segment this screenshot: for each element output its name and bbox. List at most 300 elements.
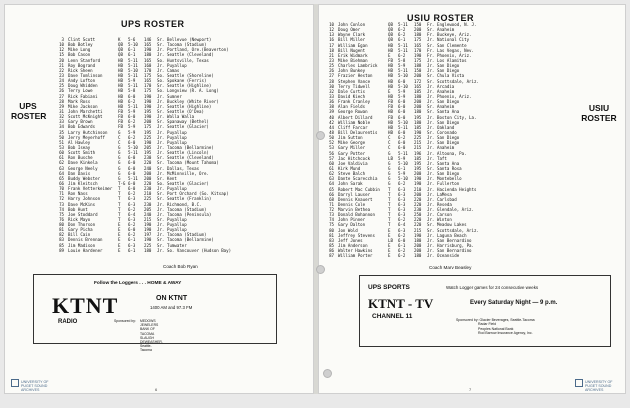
roster-cell: 185 xyxy=(414,88,422,94)
roster-cell: 5-10 xyxy=(398,176,408,182)
archive-footer: UNIVERSITY OF PUGET SOUND ARCHIVES xyxy=(21,380,49,392)
roster-cell: Las Vegas, Nev. xyxy=(437,47,474,53)
roster-cell: G xyxy=(118,160,121,166)
roster-cell: 85 xyxy=(329,243,334,249)
roster-cell: 6-3 xyxy=(398,191,406,197)
roster-cell: 10 xyxy=(329,22,334,27)
roster-cell: Bill Cain xyxy=(68,232,91,238)
roster-cell: 73 xyxy=(59,201,64,207)
roster-cell: HB xyxy=(388,78,393,84)
roster-cell: 12 xyxy=(329,27,334,33)
roster-cell: 190 xyxy=(414,232,422,238)
roster-cell: Sr. xyxy=(157,237,165,243)
roster-cell: 87 xyxy=(329,253,334,259)
roster-cell: 6-0 xyxy=(128,114,136,120)
roster-cell: 215 xyxy=(414,140,422,146)
roster-cell: 75 xyxy=(329,222,334,228)
roster-cell: Bellevue (Newport) xyxy=(167,37,212,42)
roster-cell: 146 xyxy=(144,37,152,42)
sponsor-list xyxy=(140,319,163,353)
roster-cell: 65 xyxy=(59,175,64,181)
roster-cell: 50 xyxy=(329,135,334,141)
roster-cell: Jr. xyxy=(157,186,165,192)
roster-cell: HB xyxy=(388,68,393,74)
roster-cell: 175 xyxy=(144,88,152,94)
roster-cell: T xyxy=(388,217,391,223)
roster-cell: Anaheim xyxy=(437,145,455,151)
roster-cell: 13 xyxy=(329,32,334,38)
roster-cell: Jr. xyxy=(427,253,435,259)
roster-cell: 6-2 xyxy=(128,232,136,238)
roster-cell: Gary Picha xyxy=(68,227,93,233)
roster-cell: 230 xyxy=(144,201,152,207)
roster-cell: 15 xyxy=(59,52,64,58)
roster-cell: 33 xyxy=(329,93,334,99)
roster-cell: Anaheim xyxy=(437,104,455,110)
roster-cell: 165 xyxy=(144,57,152,63)
roster-cell: 40 xyxy=(329,114,334,120)
roster-cell: Sr. xyxy=(427,129,435,135)
roster-cell: HB xyxy=(388,42,393,48)
roster-cell: Harry Johnson xyxy=(68,196,101,202)
roster-cell: Seattle (Lincoln) xyxy=(167,150,209,156)
roster-cell: Sr. xyxy=(427,73,435,79)
roster-cell: Gary Miller xyxy=(338,145,366,151)
sponsor: SLAUGH DEWEASHER, Seattle-Tacoma xyxy=(140,335,163,353)
roster-cell: HB xyxy=(388,119,393,125)
roster-cell: Puyallup xyxy=(167,62,187,68)
roster-cell: 165 xyxy=(144,78,152,84)
roster-cell: 196 xyxy=(414,150,422,156)
roster-cell: So. Vancouver (Hudson Bay) xyxy=(167,247,231,253)
left-page xyxy=(4,4,314,394)
roster-cell: 71 xyxy=(59,191,64,197)
side-label-line: ROSTER xyxy=(11,111,47,121)
roster-cell: 240 xyxy=(144,211,152,217)
roster-cell: Seattle (Highline) xyxy=(167,103,212,109)
roster-cell: Seattle (Cleveland) xyxy=(167,52,214,58)
roster-cell: T xyxy=(118,206,121,212)
roster-cell: 6-1 xyxy=(398,165,406,171)
roster-cell: 172 xyxy=(414,78,422,84)
roster-cell: 215 xyxy=(414,227,422,233)
roster-cell: Fr. xyxy=(427,32,435,38)
roster-cell: 240 xyxy=(144,165,152,171)
usiu-coach: Coach Marv Beasley xyxy=(429,265,472,270)
channel-label: CHANNEL 11 xyxy=(372,313,413,320)
roster-cell: Santa Rosa xyxy=(437,165,462,171)
roster-cell: 5-8 xyxy=(128,88,136,94)
roster-cell: T xyxy=(118,201,121,207)
roster-cell: 26 xyxy=(59,88,64,94)
roster-cell: Sr. xyxy=(157,165,165,171)
roster-cell: Montebello xyxy=(437,176,462,182)
roster-cell: Jr. xyxy=(427,114,435,120)
roster-cell: 5-11 xyxy=(398,42,408,48)
roster-cell: 200 xyxy=(414,171,422,177)
roster-cell: 200 xyxy=(414,191,422,197)
roster-cell: G xyxy=(118,155,121,161)
roster-cell: Jr. xyxy=(157,52,165,58)
roster-cell: HB xyxy=(118,93,123,99)
roster-cell: Jr. xyxy=(427,160,435,166)
roster-cell: Anaheim xyxy=(437,27,455,33)
roster-cell: HB xyxy=(118,98,123,104)
roster-cell: 6-0 xyxy=(398,109,406,115)
roster-cell: QB xyxy=(388,32,393,38)
roster-cell: Bob Cason xyxy=(68,52,91,58)
roster-cell: Los Alamitos xyxy=(437,57,467,63)
ups-sports-label: UPS SPORTS xyxy=(368,284,410,291)
archive-footer: UNIVERSITY OF PUGET SOUND ARCHIVES xyxy=(585,380,613,392)
roster-cell: E xyxy=(118,222,121,228)
roster-cell: Santa Ana xyxy=(437,160,460,166)
roster-cell: Frank Vetterkeimer xyxy=(68,186,113,192)
roster-cell: Boston City, La. xyxy=(437,114,477,120)
roster-cell: Joe Valdivia xyxy=(338,160,368,166)
roster-cell: T xyxy=(118,191,121,197)
roster-cell: E xyxy=(388,227,391,233)
roster-cell: HB xyxy=(388,93,393,99)
roster-cell: Dennis Cole xyxy=(338,201,366,207)
sponsor: MEDOWS JEWELERS xyxy=(140,319,159,328)
roster-cell: Fr. xyxy=(427,52,435,58)
roster-cell: 5-9 xyxy=(398,155,406,161)
roster-cell: Marvin Bethea xyxy=(338,207,371,213)
roster-cell: Jr. xyxy=(157,93,165,99)
roster-cell: 160 xyxy=(144,62,152,68)
roster-cell: 190 xyxy=(144,98,152,104)
roster-cell: 190 xyxy=(144,103,152,109)
roster-cell: 3 xyxy=(61,37,64,42)
roster-cell: 6-3 xyxy=(128,216,136,222)
roster-cell: Santa Ana xyxy=(437,109,460,115)
roster-cell: 6-2 xyxy=(128,119,136,125)
roster-cell: 6-3 xyxy=(128,201,136,207)
roster-cell: Taft xyxy=(437,155,447,161)
roster-cell: Bob Botley xyxy=(68,42,93,48)
ktnt-logo: KTNT xyxy=(52,293,119,318)
roster-cell: David Kiech xyxy=(338,93,366,99)
roster-cell: Jr. xyxy=(427,140,435,146)
roster-cell: 64 xyxy=(59,170,64,176)
roster-cell: 83 xyxy=(59,237,64,243)
roster-cell: 10 xyxy=(59,42,64,48)
roster-cell: 205 xyxy=(144,206,152,212)
roster-cell: 25 xyxy=(59,83,64,89)
roster-cell: 5-11 xyxy=(398,124,408,130)
roster-cell: San Diego xyxy=(437,135,460,141)
roster-cell: C xyxy=(118,134,121,140)
roster-cell: FB xyxy=(118,108,123,114)
roster-cell: 5-11 xyxy=(398,68,408,74)
roster-cell: John Bunkey xyxy=(338,68,366,74)
roster-cell: 65 xyxy=(329,186,334,192)
roster-cell: 5-9 xyxy=(128,129,136,135)
roster-cell: 74 xyxy=(329,217,334,223)
roster-cell: 27 xyxy=(59,93,64,99)
roster-cell: 5-11 xyxy=(128,150,138,156)
roster-cell: McMinnville, Ore. xyxy=(167,170,209,176)
roster-cell: Jr. xyxy=(427,243,435,249)
roster-cell: 5-10 xyxy=(398,119,408,125)
roster-cell: Mike Biehman xyxy=(338,57,368,63)
roster-cell: 12 xyxy=(59,47,64,53)
roster-cell: Sr. xyxy=(157,119,165,125)
roster-cell: QB xyxy=(118,52,123,58)
roster-cell: 17 xyxy=(329,42,334,48)
roster-cell: Jr. xyxy=(157,150,165,156)
roster-cell: Jeff Jones xyxy=(338,237,363,243)
roster-row xyxy=(325,253,501,258)
ups-roster-title: UPS ROSTER xyxy=(121,19,185,29)
roster-cell: Steve Balch xyxy=(338,171,366,177)
roster-cell: Jr. xyxy=(157,201,165,207)
roster-cell: 57 xyxy=(329,155,334,161)
roster-cell: QB xyxy=(118,42,123,48)
tv-schedule: Every Saturday Night — 9 p.m. xyxy=(470,300,558,306)
roster-cell: 20 xyxy=(59,57,64,63)
ups-roster-table xyxy=(55,37,231,253)
roster-cell: FB xyxy=(118,119,123,125)
roster-cell: E xyxy=(118,227,121,233)
roster-cell: Mike Jackson xyxy=(68,103,98,109)
roster-cell: Jr. xyxy=(427,176,435,182)
roster-cell: 6-0 xyxy=(128,186,136,192)
roster-cell: Rick Mayo xyxy=(68,216,91,222)
roster-cell: 25 xyxy=(329,63,334,69)
roster-cell: 225 xyxy=(144,134,152,140)
sponsor: Radar Field xyxy=(478,322,497,327)
roster-cell: 6-0 xyxy=(398,104,406,110)
roster-cell: FB xyxy=(388,104,393,110)
roster-cell: Glendale, Ariz. xyxy=(437,207,474,213)
roster-cell: E xyxy=(118,237,121,243)
roster-cell: Jim Anderson xyxy=(338,243,368,249)
roster-cell: 5-10 xyxy=(398,83,408,89)
roster-cell: Jr. xyxy=(427,145,435,151)
roster-cell: Albert Dillard xyxy=(338,114,373,120)
roster-cell: Harrisburg, Pa. xyxy=(437,243,474,249)
sponsor-lead: Sponsored by: xyxy=(114,319,136,323)
roster-cell: San Diego xyxy=(437,68,460,74)
roster-cell: 150 xyxy=(414,22,422,27)
roster-cell: 190 xyxy=(144,47,152,53)
roster-cell: Jr. xyxy=(427,63,435,69)
follow-line: Follow the Loggers . . . HOME & AWAY xyxy=(94,281,182,286)
roster-cell: Tacoma (Mount Tahoma) xyxy=(167,160,219,166)
roster-cell: T xyxy=(118,211,121,217)
roster-cell: Jim Sutton xyxy=(338,135,363,141)
roster-cell: 170 xyxy=(144,67,152,73)
roster-cell: 180 xyxy=(414,32,422,38)
punch-hole xyxy=(316,265,325,274)
roster-cell: 6-0 xyxy=(128,170,136,176)
roster-cell: Richmond, B.C. xyxy=(167,201,202,207)
roster-cell: 5-9 xyxy=(398,63,406,69)
roster-cell: 6-1 xyxy=(398,243,406,249)
roster-cell: 5-9 xyxy=(128,124,136,130)
roster-cell: G xyxy=(388,181,391,187)
radio-label: RADIO xyxy=(58,319,78,325)
roster-cell: HB xyxy=(118,88,123,94)
roster-cell: 6-2 xyxy=(398,32,406,38)
roster-cell: Puyallup xyxy=(167,134,187,140)
roster-cell: Buckeye, Ariz. xyxy=(437,32,472,38)
roster-cell: Seattle (O'Dea) xyxy=(167,108,204,114)
roster-cell: Andy Lofton xyxy=(68,78,96,84)
roster-cell: Cliff Farcar xyxy=(338,124,368,130)
roster-cell: Jr. xyxy=(427,99,435,105)
roster-cell: 5-10 xyxy=(398,160,408,166)
roster-cell: Bill Nugent xyxy=(338,47,366,53)
roster-cell: 31 xyxy=(59,108,64,114)
roster-cell: 195 xyxy=(414,160,422,166)
roster-cell: Jim Madison xyxy=(68,242,96,248)
roster-cell: 190 xyxy=(414,52,422,58)
roster-row xyxy=(55,248,231,253)
roster-cell: Jr. xyxy=(157,139,165,145)
roster-cell: 85 xyxy=(59,242,64,248)
roster-cell: Fr. xyxy=(427,47,435,53)
roster-cell: Chula Vista xyxy=(437,73,465,79)
sponsor: Rod Barrow Insurance Agency, Inc. xyxy=(478,331,533,336)
roster-cell: 190 xyxy=(144,237,152,243)
roster-cell: Terry Tidwell xyxy=(338,83,371,89)
roster-cell: San Bernardino xyxy=(437,248,472,254)
roster-cell: Buddy Webster xyxy=(68,175,101,181)
roster-cell: 30 xyxy=(329,83,334,89)
roster-cell: 6-0 xyxy=(128,160,136,166)
roster-cell: 170 xyxy=(144,83,152,89)
roster-cell: Jr. xyxy=(157,129,165,135)
roster-cell: Don Thorson xyxy=(68,222,96,228)
roster-cell: 180 xyxy=(414,109,422,115)
roster-cell: 66 xyxy=(329,191,334,197)
roster-cell: Walla Walla xyxy=(167,114,195,120)
roster-cell: 225 xyxy=(144,196,152,202)
roster-cell: Seattle (Franklin) xyxy=(167,196,212,202)
roster-cell: G xyxy=(388,171,391,177)
roster-cell: Puyallup xyxy=(167,129,187,135)
roster-cell: 220 xyxy=(414,217,422,223)
roster-cell: 80 xyxy=(59,222,64,228)
roster-cell: 5-9 xyxy=(398,93,406,99)
roster-cell: E xyxy=(118,232,121,238)
roster-cell: 200 xyxy=(414,27,422,33)
roster-cell: Sr. xyxy=(427,109,435,115)
roster-cell: 6-3 xyxy=(128,196,136,202)
roster-cell: Seattle (Shoreline) xyxy=(167,72,214,78)
roster-cell: HB xyxy=(388,124,393,130)
roster-cell: 230 xyxy=(144,186,152,192)
roster-cell: 190 xyxy=(414,129,422,135)
roster-cell: 50 xyxy=(59,134,64,140)
roster-cell: 6-2 xyxy=(128,222,136,228)
roster-cell: G xyxy=(388,160,391,166)
roster-cell: 220 xyxy=(414,201,422,207)
roster-cell: Mark Ross xyxy=(68,98,91,104)
ktnt-tv-ad xyxy=(359,275,611,347)
roster-cell: Doug Omer xyxy=(338,27,361,33)
roster-cell: Jr. xyxy=(427,93,435,99)
roster-cell: Fullerton xyxy=(437,181,460,187)
roster-cell: Buckley (White River) xyxy=(167,98,219,104)
roster-cell: 71 xyxy=(329,201,334,207)
roster-cell: QB xyxy=(388,22,393,27)
roster-cell: 6-0 xyxy=(398,129,406,135)
roster-cell: E xyxy=(388,248,391,254)
roster-cell: QB xyxy=(118,47,123,53)
roster-cell: LaMesa xyxy=(437,191,452,197)
roster-cell: Dave Tomlinson xyxy=(68,72,103,78)
roster-cell: 6-0 xyxy=(398,145,406,151)
roster-cell: Oceanside xyxy=(437,253,460,259)
roster-cell: Robert Mac Cubbin xyxy=(338,186,380,192)
roster-cell: 225 xyxy=(144,242,152,248)
roster-cell: 86 xyxy=(329,248,334,254)
usiu-side-label xyxy=(579,103,619,123)
roster-cell: 61 xyxy=(59,155,64,161)
roster-cell: HB xyxy=(388,63,393,69)
roster-cell: Longview (R. A. Long) xyxy=(167,88,219,94)
roster-cell: 200 xyxy=(144,175,152,181)
roster-cell: 175 xyxy=(144,124,152,130)
roster-cell: 24 xyxy=(59,78,64,84)
roster-cell: G xyxy=(388,176,391,182)
roster-cell: Sr. xyxy=(157,108,165,114)
roster-cell: National City xyxy=(437,37,470,43)
roster-cell: 180 xyxy=(414,237,422,243)
roster-cell: Stephen Vance xyxy=(338,78,371,84)
roster-cell: 5-9 xyxy=(398,171,406,177)
roster-cell: 200 xyxy=(414,248,422,254)
roster-cell: Laguna Beach xyxy=(437,232,467,238)
roster-cell: 76 xyxy=(59,216,64,222)
roster-cell: 28 xyxy=(59,98,64,104)
roster-cell: San Diego xyxy=(437,171,460,177)
roster-cell: 6-2 xyxy=(398,217,406,223)
roster-cell: 6-3 xyxy=(398,201,406,207)
roster-cell: John Marchetti xyxy=(68,108,103,114)
roster-cell: 22 xyxy=(59,67,64,73)
roster-cell: 205 xyxy=(144,144,152,150)
roster-cell: 220 xyxy=(144,160,152,166)
roster-cell: Jr. xyxy=(427,248,435,254)
roster-cell: Jr. xyxy=(157,170,165,176)
right-page xyxy=(318,4,626,394)
roster-cell: 33 xyxy=(59,119,64,125)
roster-cell: Jr. xyxy=(427,196,435,202)
roster-cell: E xyxy=(388,52,391,58)
roster-cell: C xyxy=(388,145,391,151)
roster-cell: 188 xyxy=(414,63,422,69)
watch-line: Watch Logger games for 24 consecutive weeks xyxy=(446,285,539,290)
archive-logo-icon xyxy=(575,379,583,387)
roster-cell: Ron Busche xyxy=(68,155,93,161)
roster-cell: 170 xyxy=(414,47,422,53)
roster-cell: 6-3 xyxy=(398,196,406,202)
roster-cell: 23 xyxy=(329,57,334,63)
roster-cell: 185 xyxy=(414,124,422,130)
roster-cell: Dante Scarecchia xyxy=(338,176,378,182)
side-label-line: ROSTER xyxy=(581,113,617,123)
roster-cell: Jr. xyxy=(427,68,435,74)
roster-cell: Puyallup xyxy=(167,139,187,145)
roster-cell: 195 xyxy=(144,129,152,135)
roster-cell: Altoona, Pa. xyxy=(437,150,467,156)
roster-cell: 5-10 xyxy=(128,144,138,150)
